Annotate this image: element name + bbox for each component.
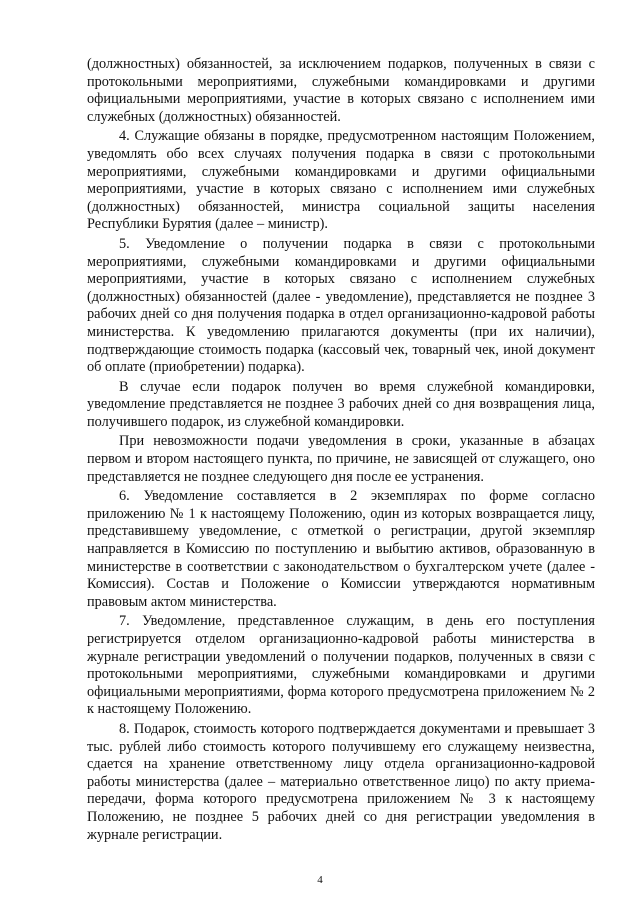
paragraph-continuation: (должностных) обязанностей, за исключением подарков, полученных в связи с протокольными мероприятиями, служебными командировками и другими официальными мероприятиями, участие в которых связано с исполнением ими служебных (должностных) обязанностей.	[87, 56, 595, 125]
paragraph-item-5-impossibility: При невозможности подачи уведомления в сроки, указанные в абзацах первом и втором настоящего пункта, по причине, не зависящей от служащего, оно представляется не позднее следующего дня после ее устранения.	[87, 433, 595, 485]
page-number: 4	[317, 874, 323, 886]
paragraph-item-4: 4. Служащие обязаны в порядке, предусмотренном настоящим Положением, уведомлять обо всех случаях получения подарка в связи с протокольными мероприятиями, служебными командировками и другими официальными мероприятиями, участие в которых связано с исполнением ими служебных (должностных) обязанностей, министра социальной защиты населения Республики Бурятия (далее – министр).	[87, 128, 595, 233]
paragraph-item-6: 6. Уведомление составляется в 2 экземплярах по форме согласно приложению № 1 к настоящему Положению, один из которых возвращается лицу, представившему уведомление, с отметкой о регистрации, другой экземпляр направляется в Комиссию по поступлению и выбытию активов, образованную в министерстве в соответствии с законодательством о бухгалтерском учете (далее - Комиссия). Состав и Положение о Комиссии утверждаются нормативным правовым актом министерства.	[87, 488, 595, 610]
paragraph-item-5: 5. Уведомление о получении подарка в связи с протокольными мероприятиями, служебными командировками и другими официальными мероприятиями, участие в которых связано с исполнением служебных (должностных) обязанностей (далее - уведомление), представляется не позднее 3 рабочих дней со дня получения подарка в отдел организационно-кадровой работы министерства. К уведомлению прилагаются документы (при их наличии), подтверждающие стоимость подарка (кассовый чек, товарный чек, иной документ об оплате (приобретении) подарка).	[87, 235, 595, 376]
document-body	[87, 56, 595, 844]
paragraph-item-8: 8. Подарок, стоимость которого подтверждается документами и превышает 3 тыс. рублей либо стоимость которого получившему его служащему неизвестна, сдается на хранение ответственному лицу отдела организационно-кадровой работы министерства (далее – материально ответственное лицо) по акту приема-передачи, форма которого предусмотрена приложением № 3 к настоящему Положению, не позднее 5 рабочих дней со дня регистрации уведомления в журнале регистрации.	[87, 720, 595, 843]
paragraph-item-5-business-trip: В случае если подарок получен во время служебной командировки, уведомление представляется не позднее 3 рабочих дней со дня возвращения лица, получившего подарок, из служебной командировки.	[87, 378, 595, 430]
paragraph-item-7: 7. Уведомление, представленное служащим, в день его поступления регистрируется отделом организационно-кадровой работы министерства в журнале регистрации уведомлений о получении подарков, полученных в связи с протокольными мероприятиями, служебными командировками и другими официальными мероприятиями, форма которого предусмотрена приложением № 2 к настоящему Положению.	[87, 613, 595, 718]
